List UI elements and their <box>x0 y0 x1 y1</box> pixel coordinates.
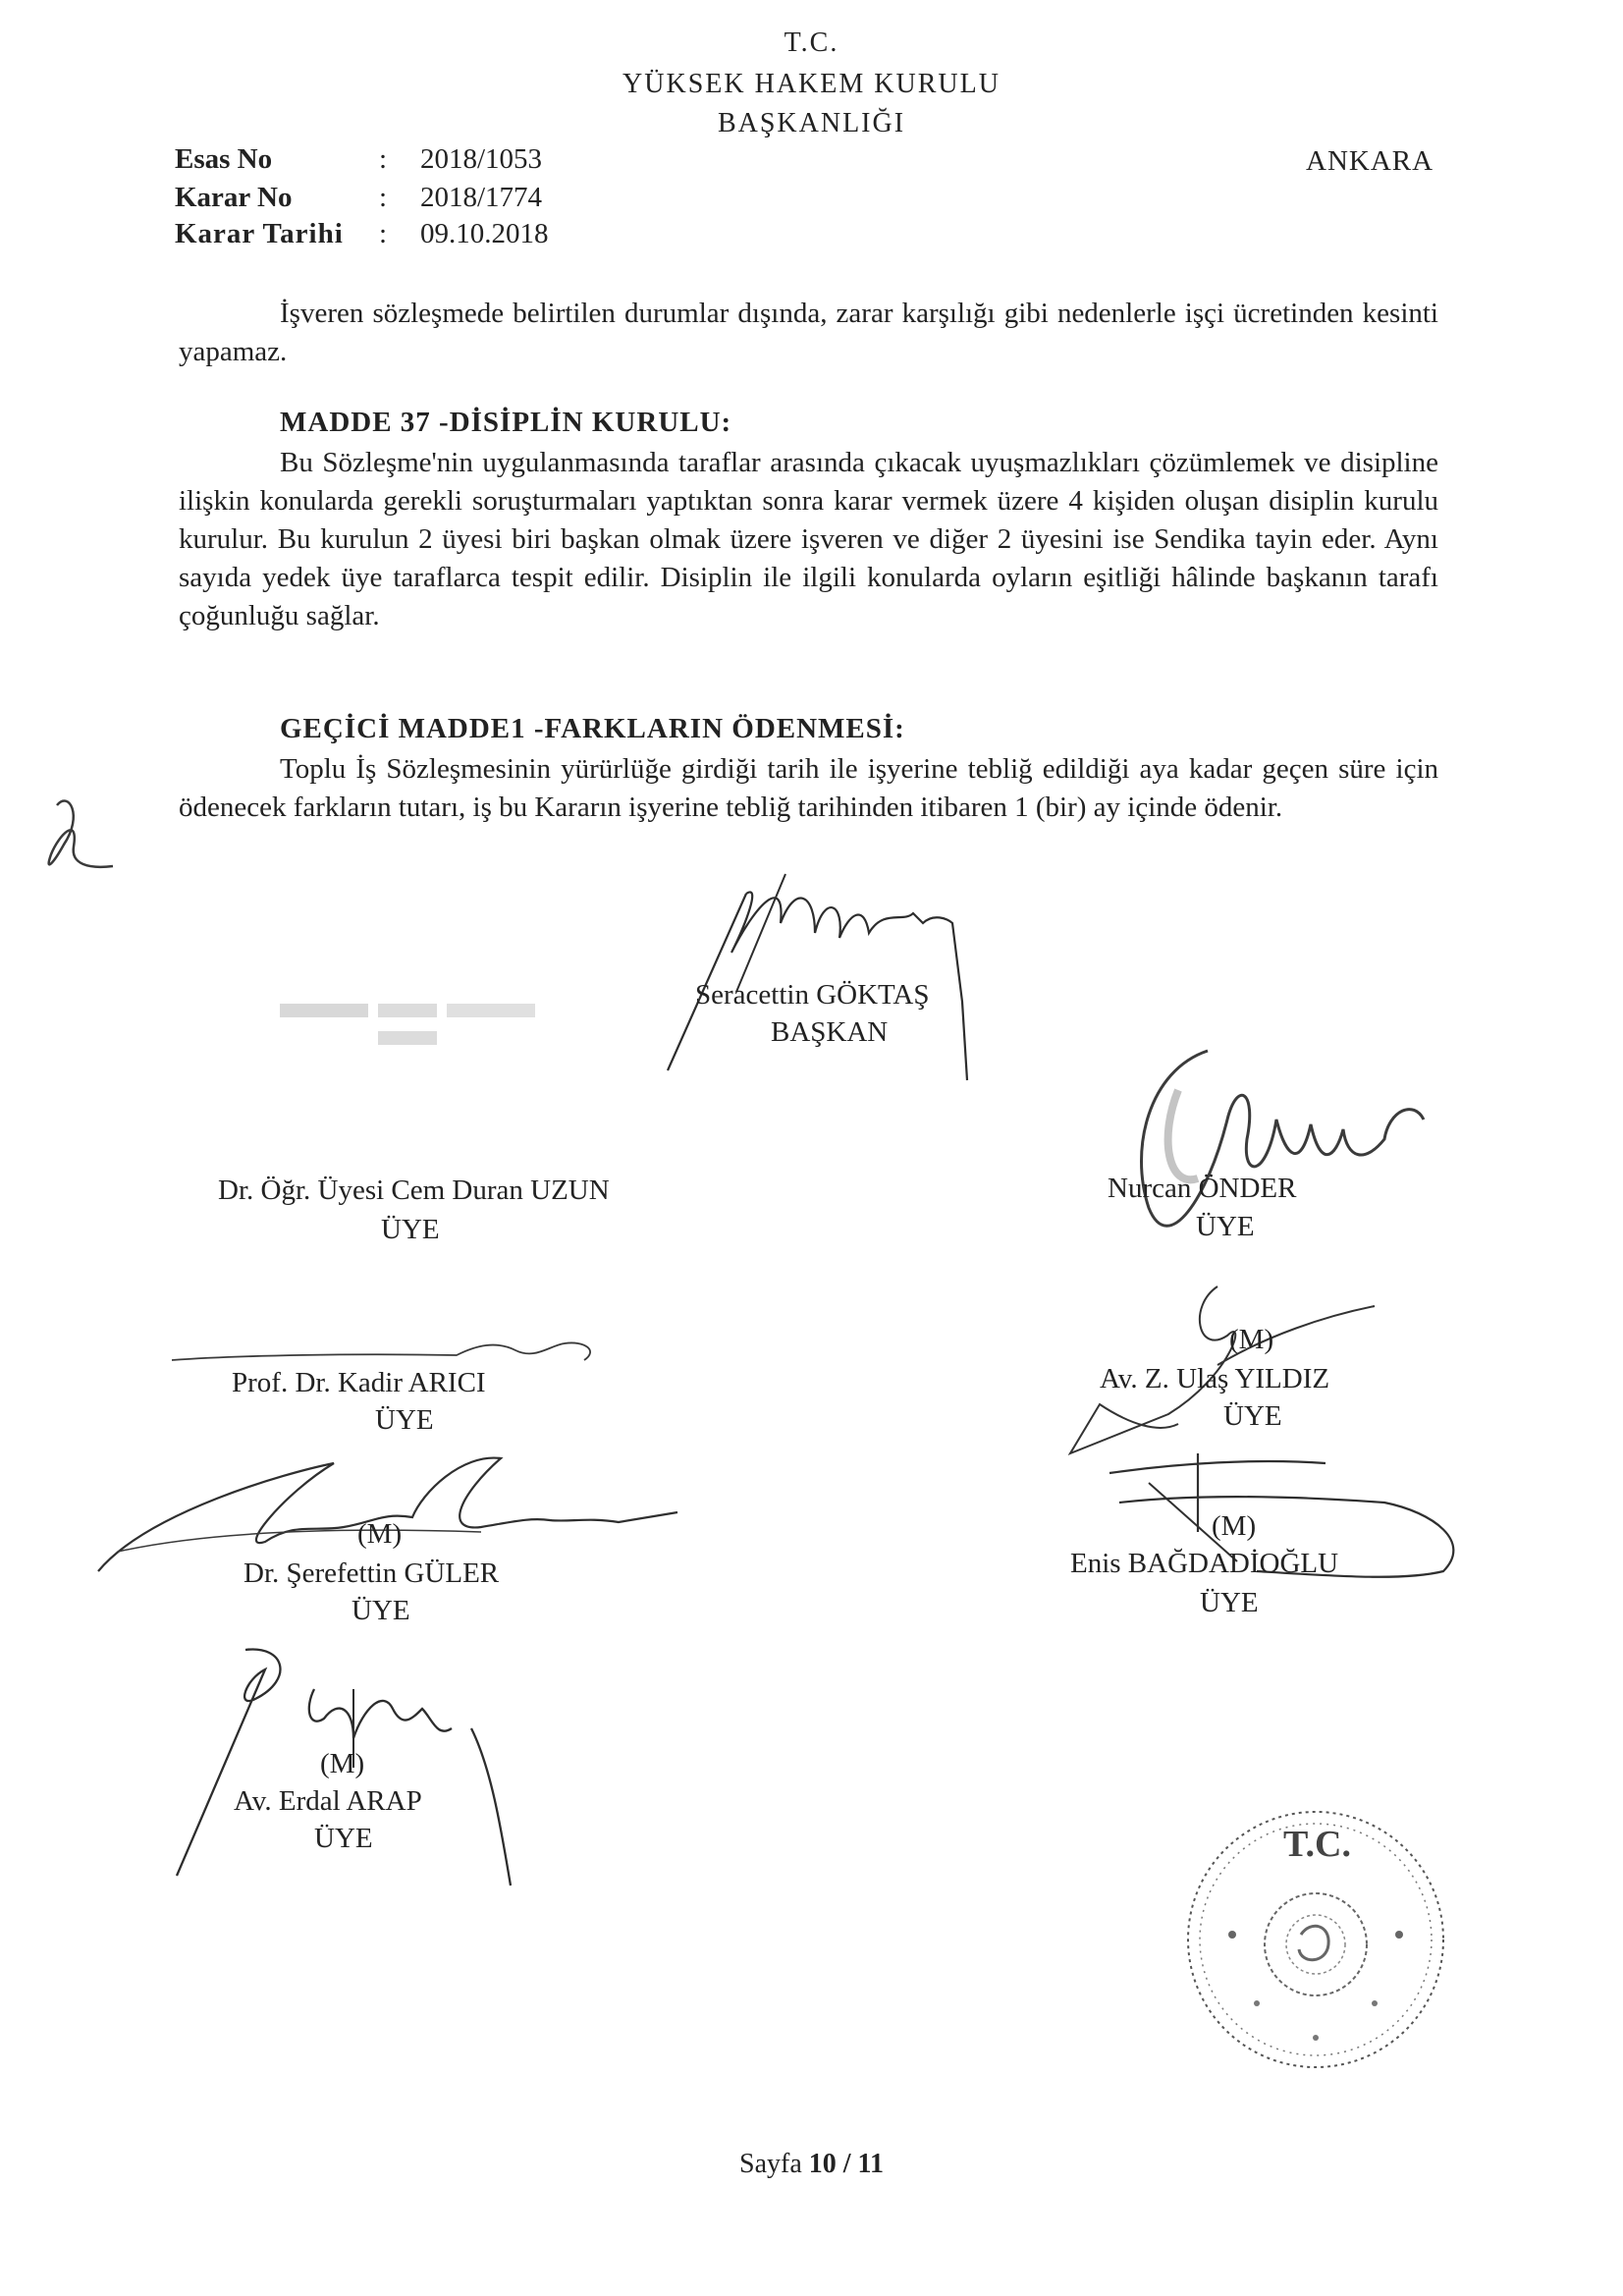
intro-paragraph <box>179 295 1438 371</box>
esas-colon: : <box>379 143 388 175</box>
esas-label: Esas No <box>175 143 273 175</box>
president-role: BAŞKAN <box>771 1016 889 1048</box>
member6-mark: (M) <box>1212 1510 1257 1542</box>
madde37-text: Bu Sözleşme'nin uygulanmasında taraflar arasında çıkacak uyuşmazlıkları çözümlemek ve disipline ilişkin konularda gerekli soruşturmaları yaptıktan sonra karar vermek üzere 4 kişiden oluşan disiplin kurulu kurulur. Bu kurulun 2 üyesi biri başkan olmak üzere işveren ve diğer 2 üyesini ise Sendika tayin eder. Aynı sayıda yedek üye taraflarca tespit edilir. Disiplin ile ilgili konularda oyların eşitliği hâlinde başkanın tarafı çoğunluğu sağlar. <box>179 447 1438 631</box>
member2-signature-icon <box>1090 1031 1483 1257</box>
karar-colon: : <box>379 182 388 213</box>
header-institution: YÜKSEK HAKEM KURULU <box>622 69 1001 99</box>
faint-stamp-impression <box>250 992 565 1068</box>
member2-name: Nurcan ÖNDER <box>1108 1173 1297 1204</box>
header-presidency: BAŞKANLIĞI <box>717 108 906 138</box>
city-name: ANKARA <box>1306 145 1434 177</box>
madde37-paragraph <box>179 444 1438 635</box>
tarih-colon: : <box>379 218 388 249</box>
member4-name: Av. Z. Ulaş YILDIZ <box>1100 1363 1330 1394</box>
gecici-madde-text: Toplu İş Sözleşmesinin yürürlüğe girdiği tarih ile işyerine tebliğ edildiği aya kadar geçen süre için ödenecek farkların tutarı, iş bu Kararın işyerine tebliğ tarihinden itibaren 1 (bir) ay içinde ödenir. <box>179 753 1438 823</box>
member6-name: Enis BAĞDADİOĞLU <box>1070 1548 1339 1579</box>
page-footer-prefix: Sayfa <box>739 2149 809 2179</box>
page-number: 10 / 11 <box>808 2149 884 2179</box>
member7-role: ÜYE <box>314 1823 373 1854</box>
member4-role: ÜYE <box>1223 1400 1282 1432</box>
member5-mark: (M) <box>357 1518 403 1550</box>
member7-signature-icon <box>59 1630 530 1895</box>
gecici-madde-heading: GEÇİCİ MADDE1 -FARKLARIN ÖDENMESİ: <box>280 713 905 744</box>
header-tc: T.C. <box>784 27 839 58</box>
member4-mark: (M) <box>1229 1324 1274 1355</box>
president-signature-icon <box>628 864 1021 1090</box>
official-seal-icon <box>1173 1797 1458 2082</box>
tarih-label: Karar Tarihi <box>175 218 344 249</box>
member3-name: Prof. Dr. Kadir ARICI <box>232 1367 486 1398</box>
member1-name: Dr. Öğr. Üyesi Cem Duran UZUN <box>218 1175 610 1206</box>
margin-initial-mark <box>29 786 128 894</box>
member7-name: Av. Erdal ARAP <box>234 1785 422 1817</box>
esas-value: 2018/1053 <box>420 143 543 175</box>
member2-role: ÜYE <box>1196 1211 1255 1242</box>
tarih-value: 09.10.2018 <box>420 218 549 249</box>
madde37-heading: MADDE 37 -DİSİPLİN KURULU: <box>280 407 732 438</box>
page-footer <box>0 2149 1623 2180</box>
member5-role: ÜYE <box>352 1595 410 1626</box>
karar-value: 2018/1774 <box>420 182 543 213</box>
intro-text: İşveren sözleşmede belirtilen durumlar dışında, zarar karşılığı gibi nedenlerle işçi ücretinden kesinti yapamaz. <box>179 298 1438 367</box>
member1-role: ÜYE <box>381 1214 440 1245</box>
member6-role: ÜYE <box>1200 1587 1259 1618</box>
faint-stamp-graphic <box>260 992 555 1061</box>
seal-text: T.C. <box>1283 1824 1351 1865</box>
member7-mark: (M) <box>320 1748 365 1779</box>
gecici-madde-paragraph <box>179 750 1438 827</box>
president-name: Seracettin GÖKTAŞ <box>695 979 930 1011</box>
member3-role: ÜYE <box>375 1404 434 1436</box>
karar-label: Karar No <box>175 182 293 213</box>
member5-name: Dr. Şerefettin GÜLER <box>243 1558 500 1589</box>
